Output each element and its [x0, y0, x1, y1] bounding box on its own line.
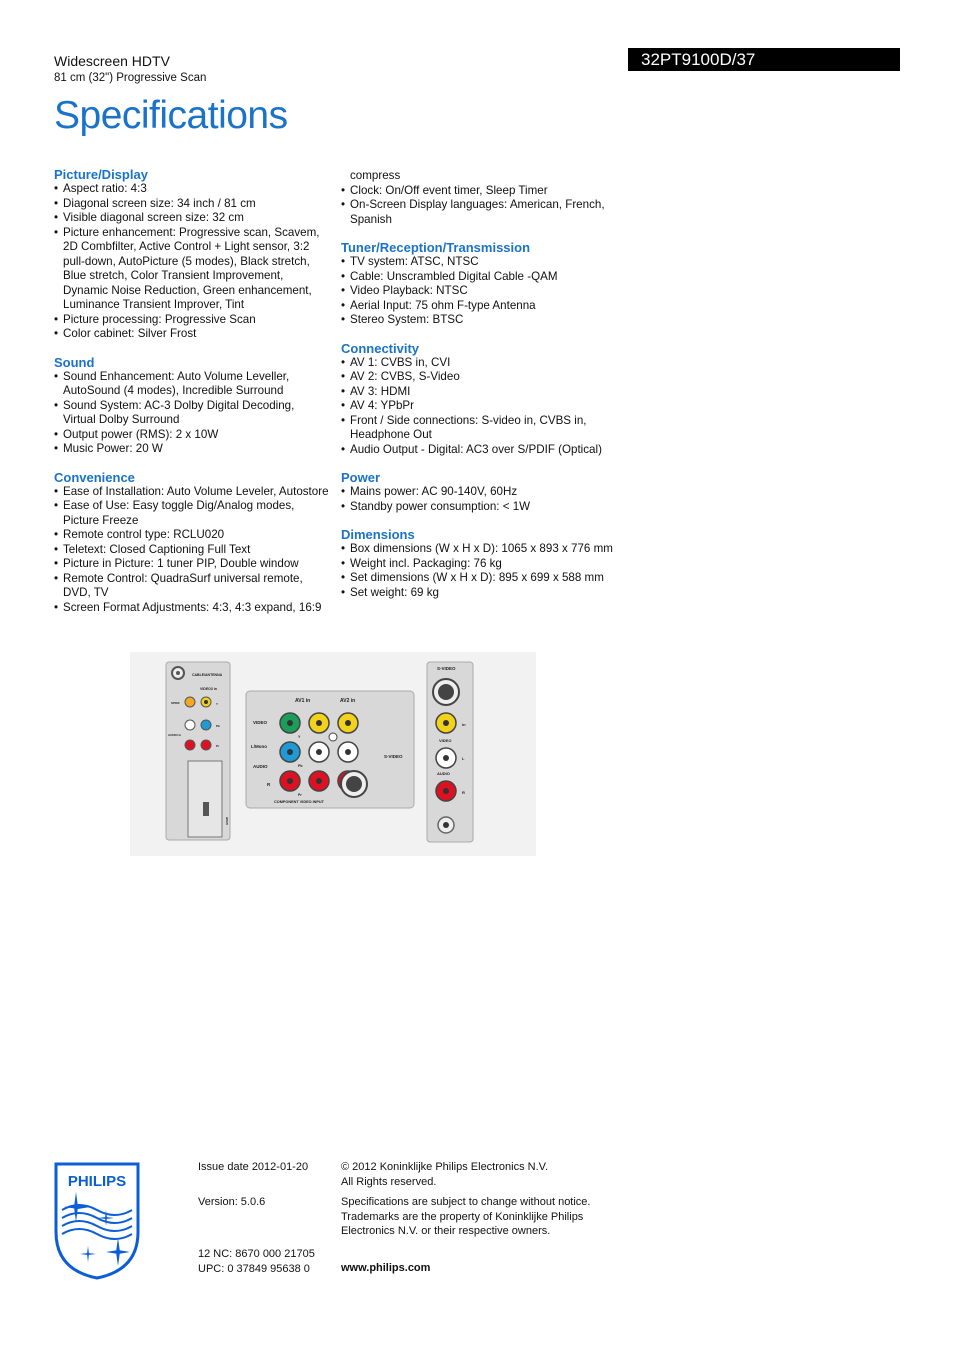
- copyright-line: © 2012 Koninklijke Philips Electronics N.V.: [341, 1161, 549, 1173]
- spec-item: • Mains power: AC 90-140V, 60Hz: [341, 485, 626, 500]
- section-dimensions: [341, 527, 626, 600]
- spec-item: • Picture processing: Progressive Scan: [54, 313, 329, 328]
- spec-item: • Box dimensions (W x H x D): 1065 x 893 x 776 mm: [341, 542, 626, 557]
- disclaimer: Specifications are subject to change without notice. Trademarks are the property of Koninklijke Philips Electronics N.V. or their respective owners.: [341, 1196, 591, 1237]
- label-mid-y: Y: [298, 735, 301, 739]
- spec-item: • Remote Control: QuadraSurf universal remote, DVD, TV: [54, 572, 329, 601]
- connector-panel-image: [130, 652, 536, 856]
- spec-item: • Visible diagonal screen size: 32 cm: [54, 211, 329, 226]
- section-convenience: [54, 470, 329, 616]
- spec-item: • Picture in Picture: 1 tuner PIP, Double window: [54, 557, 329, 572]
- label-component: COMPONENT VIDEO INPUT: [274, 800, 324, 804]
- label-video: VIDEO: [253, 720, 268, 725]
- model-number: 32PT9100D/37: [628, 48, 900, 71]
- label-l: L: [462, 756, 465, 761]
- rights-line: All Rights reserved.: [341, 1175, 437, 1188]
- label-pb: Pb: [216, 724, 220, 728]
- copyright: [341, 1160, 548, 1189]
- version: Version: 5.0.6: [198, 1196, 266, 1208]
- spec-item: • On-Screen Display languages: American, French, Spanish: [341, 198, 626, 227]
- section-title: Picture/Display: [54, 167, 148, 182]
- spec-item-continued: compress: [350, 169, 401, 182]
- spec-item: • Aspect ratio: 4:3: [54, 182, 329, 197]
- website-link[interactable]: www.philips.com: [341, 1262, 431, 1274]
- section-power: [341, 470, 626, 514]
- section-picture-display: [54, 167, 329, 342]
- spec-item: • Set dimensions (W x H x D): 895 x 699 x 588 mm: [341, 571, 626, 586]
- spec-item: • AV 2: CVBS, S-Video: [341, 370, 626, 385]
- philips-logo: [54, 1162, 140, 1285]
- section-title: Connectivity: [341, 340, 420, 356]
- label-spdif: SPDIF: [171, 701, 180, 705]
- spec-item: • Stereo System: BTSC: [341, 313, 626, 328]
- spec-item: • Front / Side connections: S-video in, CVBS in, Headphone Out: [341, 414, 626, 443]
- label-svideo-right: S-VIDEO: [437, 666, 456, 671]
- section-title: Power: [341, 470, 381, 485]
- label-pr: Pr: [216, 744, 220, 748]
- spec-item: • Output power (RMS): 2 x 10W: [54, 428, 329, 443]
- product-subtitle: 81 cm (32") Progressive Scan: [54, 72, 207, 84]
- spec-item: • Clock: On/Off event timer, Sleep Timer: [341, 184, 626, 199]
- label-audio: AUDIO: [253, 764, 268, 769]
- spec-item: • Set weight: 69 kg: [341, 586, 626, 601]
- spec-item: • Ease of Use: Easy toggle Dig/Analog modes, Picture Freeze: [54, 499, 329, 528]
- section-title: Tuner/Reception/Transmission: [341, 240, 531, 255]
- section-title: Dimensions: [341, 527, 415, 542]
- spec-item: • Aerial Input: 75 ohm F-type Antenna: [341, 299, 626, 314]
- label-lmono: L/Mono: [251, 744, 267, 749]
- label-r: R: [267, 782, 271, 787]
- upc-code: UPC: 0 37849 95638 0: [198, 1262, 310, 1275]
- label-video3: VIDEO3 in: [200, 687, 217, 691]
- spec-item: • Teletext: Closed Captioning Full Text: [54, 543, 329, 558]
- section-connectivity: [341, 341, 626, 458]
- label-mid-pr: Pr: [298, 793, 302, 797]
- spec-item: • TV system: ATSC, NTSC: [341, 255, 626, 270]
- nc-code: 12 NC: 8670 000 21705: [198, 1248, 315, 1260]
- label-svideo-mid: S-VIDEO: [384, 754, 403, 759]
- label-hdmi: HDMI: [225, 817, 229, 825]
- spec-item: • Remote control type: RCLU020: [54, 528, 329, 543]
- spec-item: • Screen Format Adjustments: 4:3, 4:3 expand, 16:9: [54, 601, 329, 616]
- spec-item: • Ease of Installation: Auto Volume Leveler, Autostore: [54, 485, 329, 500]
- issue-date: Issue date 2012-01-20: [198, 1161, 309, 1173]
- page-title: Specifications: [54, 94, 288, 137]
- product-type: Widescreen HDTV: [54, 53, 170, 69]
- section-convenience-continued: [341, 169, 626, 227]
- spec-item: • Sound System: AC-3 Dolby Digital Decoding, Virtual Dolby Surround: [54, 399, 329, 428]
- label-mid-pb: Pb: [298, 764, 303, 768]
- spec-item: • Diagonal screen size: 34 inch / 81 cm: [54, 197, 329, 212]
- label-cable-antenna: CABLE/ANTENNA: [192, 673, 223, 677]
- spec-item: • Music Power: 20 W: [54, 442, 329, 457]
- spec-item: • Sound Enhancement: Auto Volume Leveller, AutoSound (4 modes), Incredible Surround: [54, 370, 329, 399]
- spec-item: • Picture enhancement: Progressive scan, Scavem, 2D Combfilter, Active Control + Light sensor, 3:2 pull-down, AutoPicture (5 modes), Black stretch, Blue stretch, Color Transient Improvement, Dynamic Noise Reduction, Green enhancement, Luminance Transient Improver, Tint: [54, 226, 329, 313]
- label-audio-in: AUDIO in: [168, 733, 182, 737]
- spec-item: • Weight incl. Packaging: 76 kg: [341, 557, 626, 572]
- label-video-right: VIDEO: [439, 738, 452, 743]
- spec-item: • Video Playback: NTSC: [341, 284, 626, 299]
- spec-item: • Cable: Unscrambled Digital Cable -QAM: [341, 270, 626, 285]
- label-av1: AV1 in: [295, 698, 311, 704]
- spec-column-left: [54, 167, 329, 628]
- label-audio-right: AUDIO: [437, 771, 450, 776]
- section-tuner: [341, 240, 626, 328]
- spec-item: • Audio Output - Digital: AC3 over S/PDIF (Optical): [341, 443, 626, 458]
- spec-item: • AV 1: CVBS in, CVI: [341, 356, 626, 371]
- spec-item: • AV 3: HDMI: [341, 385, 626, 400]
- section-title: Convenience: [54, 469, 135, 485]
- spec-item: • Standby power consumption: < 1W: [341, 500, 626, 515]
- spec-item: • Color cabinet: Silver Frost: [54, 327, 329, 342]
- label-av2: AV2 in: [340, 698, 356, 704]
- logo-text: PHILIPS: [67, 1173, 127, 1190]
- spec-item: • AV 4: YPbPr: [341, 399, 626, 414]
- label-r-right: R: [462, 790, 465, 795]
- spec-column-right: [341, 169, 626, 613]
- section-title: Sound: [54, 354, 95, 370]
- product-codes: [198, 1247, 315, 1276]
- section-sound: [54, 355, 329, 457]
- label-in: in: [462, 722, 466, 727]
- label-y: Y: [216, 702, 219, 706]
